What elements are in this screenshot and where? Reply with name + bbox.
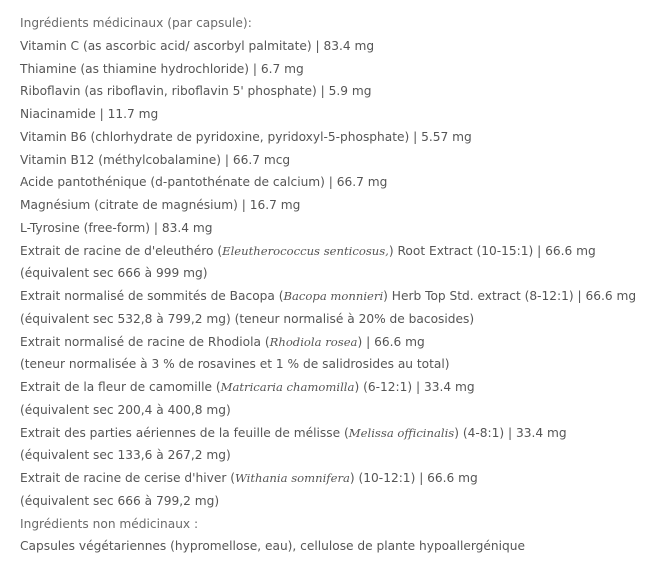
ingredient-line-melissa: [20, 422, 642, 445]
ingredient-text: Extrait normalisé de sommités de Bacopa (: [20, 289, 284, 303]
ingredient-detail-line: (équivalent sec 133,6 à 267,2 mg): [20, 448, 231, 463]
ingredient-line-bacopa: [20, 285, 642, 308]
ingredient-detail-line: (équivalent sec 666 à 999 mg): [20, 266, 208, 281]
latin-name: Melissa officinalis: [348, 425, 455, 440]
ingredient-line: Magnésium (citrate de magnésium) | 16.7 mg: [20, 198, 301, 212]
ingredient-text: ) (6-12:1) | 33.4 mg: [354, 380, 475, 394]
ingredient-text: Extrait des parties aériennes de la feuille de mélisse (: [20, 425, 349, 440]
ingredient-text: Extrait de la fleur de camomille (: [20, 380, 221, 394]
ingredient-detail-line: (équivalent sec 666 à 799,2 mg): [20, 493, 220, 508]
ingredient-detail-line: (teneur normalisée à 3 % de rosavines et 1 % de salidrosides au total): [20, 357, 450, 372]
ingredient-text: ) | 66.6 mg: [357, 334, 425, 349]
latin-name: Withania somnifera: [234, 471, 350, 485]
non-medicinal-ingredients-text: Capsules végétariennes (hypromellose, eau), cellulose de plante hypoallergénique: [20, 539, 525, 554]
ingredient-text: ) (10-12:1) | 66.6 mg: [349, 471, 478, 485]
ingredient-line-rhodiola: [20, 331, 642, 354]
latin-name: Eleutherococcus senticosus,: [222, 243, 389, 258]
ingredient-line: Vitamin C (as ascorbic acid/ ascorbyl palmitate) | 83.4 mg: [20, 38, 375, 53]
ingredient-line: Thiamine (as thiamine hydrochloride) | 6.7 mg: [20, 61, 304, 76]
ingredient-detail-line: (équivalent sec 200,4 à 400,8 mg): [20, 402, 231, 417]
non-medicinal-ingredients-heading: Ingrédients non médicinaux :: [20, 516, 199, 531]
latin-name: Bacopa monnieri: [283, 289, 384, 303]
ingredient-line: L-Tyrosine (free-form) | 83.4 mg: [20, 220, 213, 235]
ingredient-line: Vitamin B6 (chlorhydrate de pyridoxine, pyridoxyl-5-phosphate) | 5.57 mg: [20, 129, 472, 144]
ingredient-text: ) Root Extract (10-15:1) | 66.6 mg: [388, 243, 596, 258]
ingredient-line-eleuthero: [20, 240, 642, 263]
ingredient-text: Extrait de racine de d'eleuthéro (: [20, 243, 223, 258]
ingredient-line: Riboflavin (as riboflavin, riboflavin 5' phosphate) | 5.9 mg: [20, 84, 372, 99]
ingredient-line-chamomile: [20, 376, 642, 399]
ingredient-detail-line: (équivalent sec 532,8 à 799,2 mg) (teneur normalisé à 20% de bacosides): [20, 311, 475, 326]
ingredient-text: Extrait de racine de cerise d'hiver (: [20, 471, 235, 485]
ingredient-line: Acide pantothénique (d-pantothénate de calcium) | 66.7 mg: [20, 175, 388, 190]
ingredient-line: Vitamin B12 (méthylcobalamine) | 66.7 mcg: [20, 152, 291, 167]
ingredient-text: ) Herb Top Std. extract (8-12:1) | 66.6 mg: [383, 289, 637, 303]
latin-name: Rhodiola rosea: [269, 334, 358, 349]
medicinal-ingredients-heading: Ingrédients médicinaux (par capsule):: [20, 16, 252, 30]
ingredient-text: ) (4-8:1) | 33.4 mg: [454, 425, 567, 440]
ingredient-text: Extrait normalisé de racine de Rhodiola (: [20, 334, 270, 349]
ingredient-line: Niacinamide | 11.7 mg: [20, 107, 159, 121]
ingredient-line-withania: [20, 467, 642, 490]
ingredients-document: [20, 12, 642, 558]
latin-name: Matricaria chamomilla: [220, 380, 355, 394]
